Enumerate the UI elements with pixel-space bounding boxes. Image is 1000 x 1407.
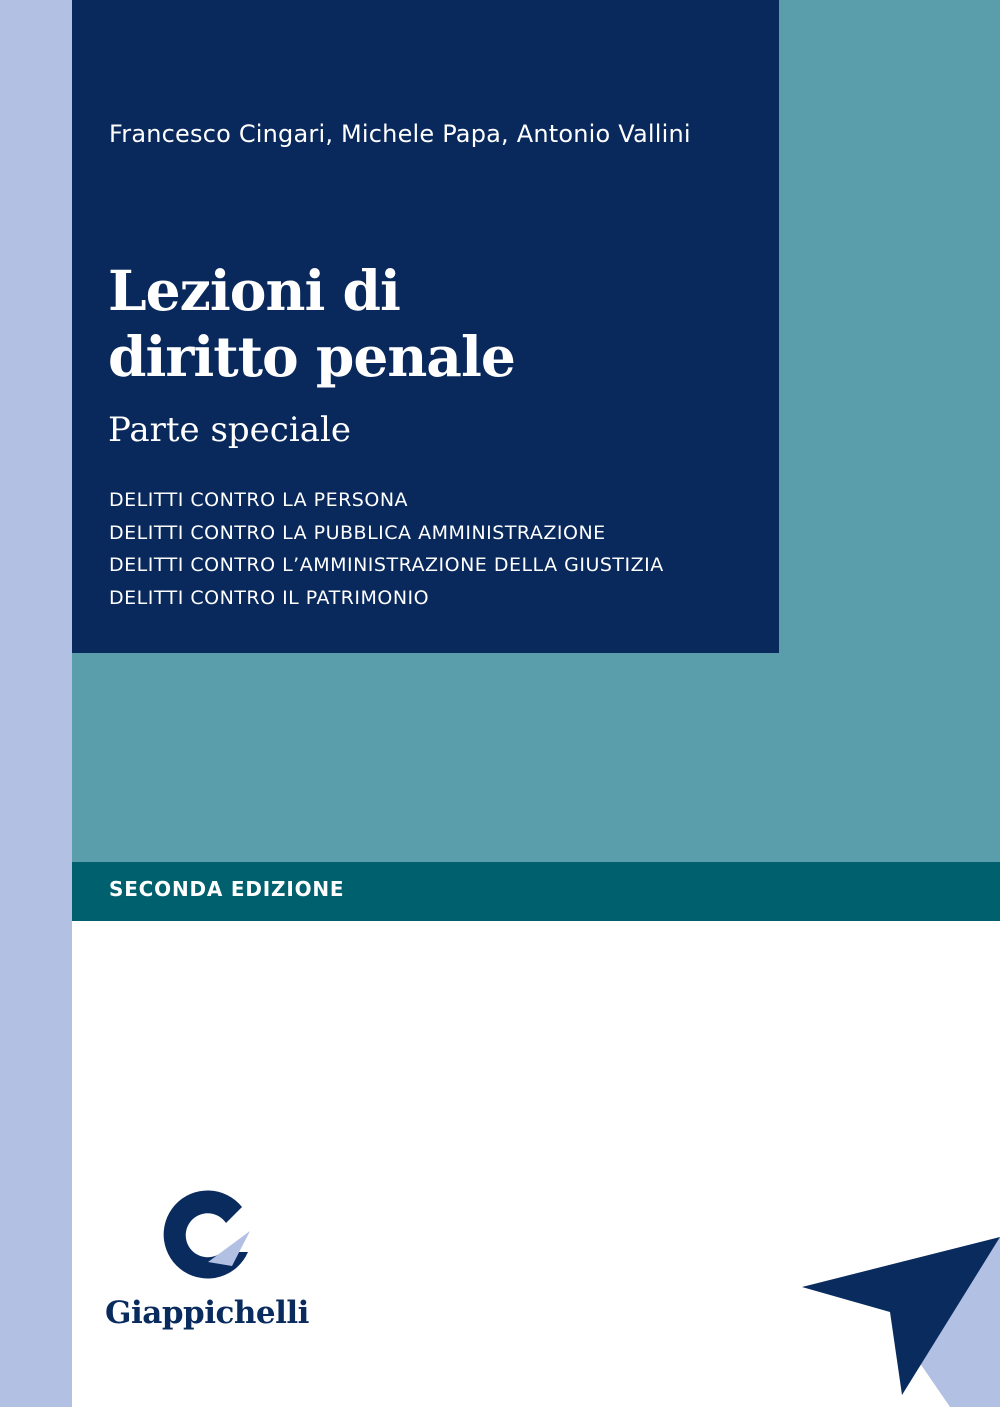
book-subtitle: Parte speciale bbox=[108, 410, 351, 450]
book-title bbox=[108, 258, 515, 390]
topic-item: DELITTI CONTRO LA PUBBLICA AMMINISTRAZIONE bbox=[109, 521, 606, 544]
authors: Francesco Cingari, Michele Papa, Antonio Vallini bbox=[109, 120, 691, 148]
paper-plane-arrow-icon bbox=[800, 1237, 1000, 1407]
topic-item: DELITTI CONTRO L’AMMINISTRAZIONE DELLA GIUSTIZIA bbox=[109, 554, 664, 576]
topic-item: DELITTI CONTRO IL PATRIMONIO bbox=[109, 586, 430, 609]
logo-g-arc bbox=[164, 1190, 248, 1278]
logo-g-arrow bbox=[208, 1231, 250, 1266]
giappichelli-g-logo-icon bbox=[152, 1190, 258, 1290]
topics-list bbox=[109, 484, 664, 614]
topic-item: DELITTI CONTRO LA PERSONA bbox=[109, 489, 409, 511]
book-title-line-2: diritto penale bbox=[108, 324, 515, 389]
book-title-line-1: Lezioni di bbox=[108, 258, 400, 323]
publisher-name: Giappichelli bbox=[105, 1295, 309, 1331]
edition-label: SECONDA EDIZIONE bbox=[109, 877, 345, 901]
spine-stripe bbox=[0, 0, 72, 1407]
